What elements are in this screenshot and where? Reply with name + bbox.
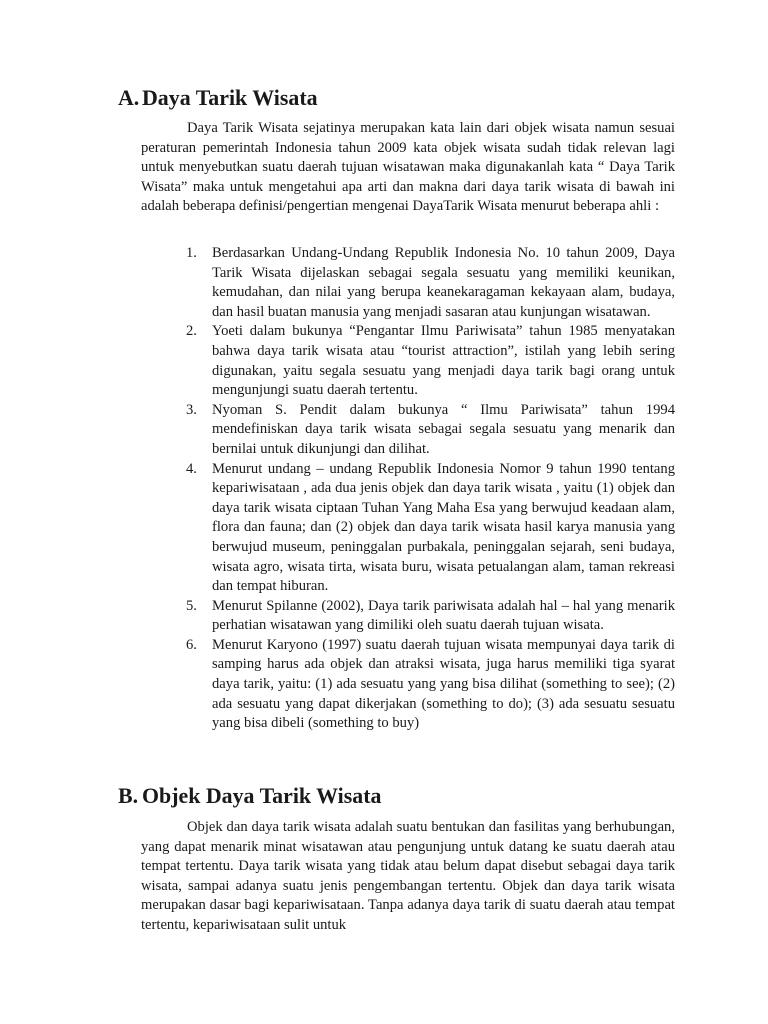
section-b-title: Objek Daya Tarik Wisata <box>142 783 382 808</box>
list-item <box>186 460 675 597</box>
list-item-number: 1. <box>186 245 197 261</box>
definitions-list <box>186 244 675 734</box>
list-item-text: Nyoman S. Pendit dalam bukunya “ Ilmu Pariwisata” tahun 1994 mendefiniskan daya tarik wisata sebagai segala sesuatu yang menarik dan bernilai untuk dikunjungi dan dilihat. <box>212 401 675 457</box>
list-item <box>186 401 675 460</box>
list-item <box>186 322 675 400</box>
list-item-text: Yoeti dalam bukunya “Pengantar Ilmu Pariwisata” tahun 1985 menyatakan bahwa daya tarik wisata atau “tourist attraction”, istilah yang lebih sering digunakan, yaitu segala sesuatu yang menjadi daya tarik bagi orang untuk mengunjungi suatu daerah tertentu. <box>212 323 675 399</box>
list-item-text: Menurut undang – undang Republik Indonesia Nomor 9 tahun 1990 tentang kepariwisataan , ada dua jenis objek dan daya tarik wisata , yaitu (1) objek dan daya tarik wisata ciptaan Tuhan Yang Maha Esa yang berwujud keadaan alam, flora dan fauna; dan (2) objek dan daya tarik wisata hasil karya manusia yang berwujud museum, peninggalan purbakala, peninggalan sejarah, seni budaya, wisata agro, wisata tirta, wisata buru, wisata petualangan alam, taman rekreasi dan tempat hiburan. <box>212 460 675 595</box>
list-item-number: 6. <box>186 636 197 653</box>
list-item-number: 4. <box>186 460 197 477</box>
list-item-text: Menurut Spilanne (2002), Daya tarik pariwisata adalah hal – hal yang menarik perhatian wisatawan yang dimiliki oleh suatu daerah tujuan wisata. <box>212 597 675 634</box>
section-b-heading <box>118 783 382 808</box>
list-item-text: Berdasarkan Undang-Undang Republik Indonesia No. 10 tahun 2009, Daya Tarik Wisata dijelaskan sebagai segala sesuatu yang memiliki keunikan, kemudahan, dan nilai yang berupa keanekaragaman kekayaan alam, budaya, dan hasil buatan manusia yang menjadi sasaran atau kunjungan wisatawan. <box>212 245 675 320</box>
list-item-number: 5. <box>186 597 197 614</box>
section-b-letter: B. <box>118 783 139 808</box>
list-item <box>186 597 675 636</box>
section-a-title: Daya Tarik Wisata <box>142 85 318 110</box>
list-item <box>186 244 675 322</box>
list-item-number: 2. <box>186 323 197 340</box>
list-item <box>186 636 675 734</box>
section-a-intro: Daya Tarik Wisata sejatinya merupakan kata lain dari objek wisata namun sesuai peraturan pemerintah Indonesia tahun 2009 kata objek wisata sudah tidak relevan lagi untuk menyebutkan suatu daerah tujuan wisatawan maka digunakanlah kata “ Daya Tarik Wisata” maka untuk mengetahui apa arti dan makna dari daya tarik wisata di bawah ini adalah beberapa definisi/pengertian mengenai DayaTarik Wisata menurut beberapa ahli : <box>141 120 675 215</box>
section-a-letter: A. <box>118 85 140 110</box>
section-a-heading <box>118 85 318 110</box>
list-item-text: Menurut Karyono (1997) suatu daerah tujuan wisata mempunyai daya tarik di samping harus ada objek dan atraksi wisata, juga harus memiliki tiga syarat daya tarik, yaitu: (1) ada sesuatu yang yang bisa dilihat (something to see); (2) ada sesuatu yang dapat dikerjakan (something to do); (3) ada sesuatu sesuatu yang bisa dibeli (something to buy) <box>212 636 675 732</box>
list-item-number: 3. <box>186 401 197 418</box>
section-b-intro: Objek dan daya tarik wisata adalah suatu bentukan dan fasilitas yang berhubungan, yang dapat menarik minat wisatawan atau pengunjung untuk datang ke suatu daerah atau tempat tertentu. Daya tarik wisata yang tidak atau belum dapat disebut sebagai daya tarik wisata, sampai adanya suatu jenis pengembangan tertentu. Objek dan daya tarik wisata merupakan dasar bagi kepariwisataan. Tanpa adanya daya tarik di suatu daerah atau tempat tertentu, kepariwisataan sulit untuk <box>141 819 675 933</box>
